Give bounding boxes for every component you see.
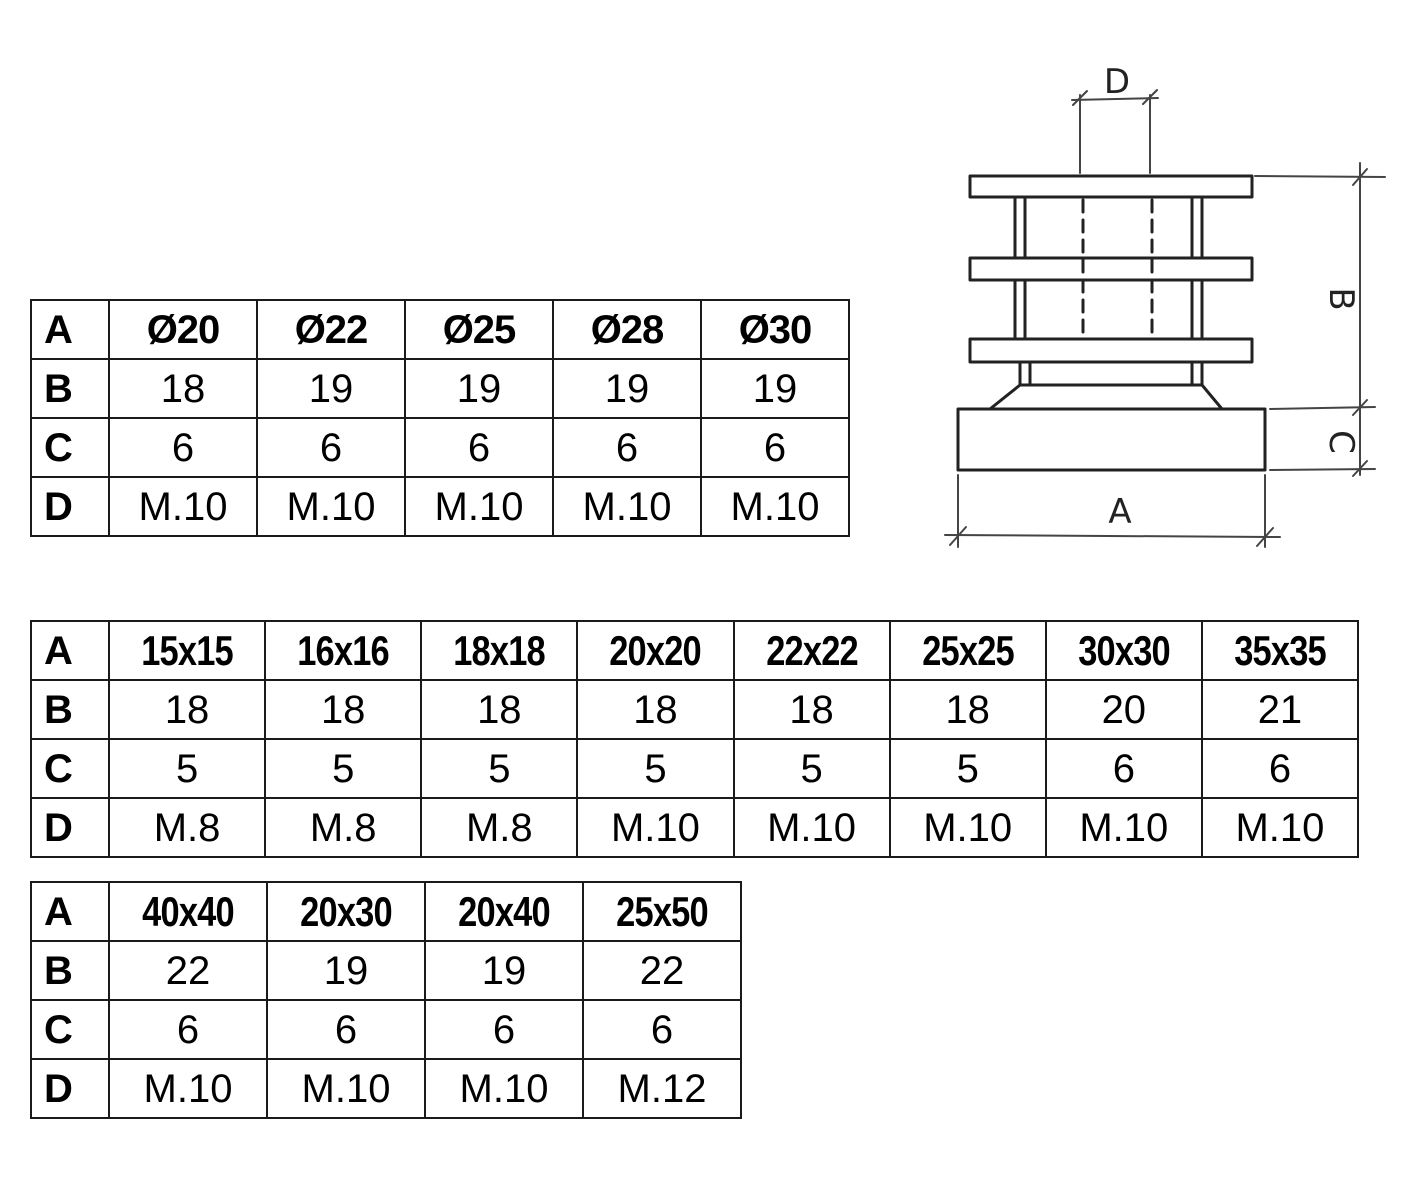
row-label: D [31, 798, 109, 857]
cell-c: 6 [553, 418, 701, 477]
cell-a: 22x22 [748, 621, 876, 680]
row-b [31, 941, 741, 1000]
row-d [31, 477, 849, 536]
cell-a: 25x50 [597, 882, 727, 941]
cell-a: 25x25 [904, 621, 1032, 680]
cell-a: 20x40 [439, 882, 569, 941]
cell-c: 6 [1202, 739, 1358, 798]
row-label: B [31, 359, 109, 418]
row-label: C [31, 418, 109, 477]
cell-a: 40x40 [123, 882, 253, 941]
cell-a: Ø20 [109, 300, 257, 359]
cell-c: 6 [257, 418, 405, 477]
cell-d: M.10 [267, 1059, 425, 1118]
dim-label-b: B [1321, 287, 1361, 311]
cell-b: 18 [109, 359, 257, 418]
cell-d: M.10 [1202, 798, 1358, 857]
cell-b: 19 [553, 359, 701, 418]
cell-b: 19 [257, 359, 405, 418]
fin-middle [970, 258, 1252, 280]
row-label: B [31, 941, 109, 1000]
cell-c: 6 [425, 1000, 583, 1059]
cell-b: 19 [701, 359, 849, 418]
cell-b: 19 [267, 941, 425, 1000]
cell-a: 18x18 [435, 621, 563, 680]
cell-a: 20x30 [281, 882, 411, 941]
dim-label-d: D [1103, 62, 1131, 102]
fin-top [970, 176, 1252, 197]
cell-b: 18 [421, 680, 577, 739]
row-label: C [31, 739, 109, 798]
fin-bottom [970, 339, 1252, 362]
cell-d: M.10 [1046, 798, 1202, 857]
cell-b: 20 [1046, 680, 1202, 739]
spec-table-square-large [30, 881, 742, 1119]
cell-c: 6 [109, 1000, 267, 1059]
cell-d: M.10 [405, 477, 553, 536]
row-label: D [31, 1059, 109, 1118]
cell-d: M.10 [257, 477, 405, 536]
cell-c: 5 [109, 739, 265, 798]
cell-c: 5 [577, 739, 733, 798]
row-c [31, 1000, 741, 1059]
row-label: A [31, 882, 109, 941]
spec-table-round [30, 299, 850, 537]
base-cap [958, 409, 1265, 470]
cell-c: 6 [583, 1000, 741, 1059]
cell-d: M.10 [109, 1059, 267, 1118]
cell-b: 22 [583, 941, 741, 1000]
cell-c: 6 [109, 418, 257, 477]
cell-d: M.10 [553, 477, 701, 536]
cell-b: 22 [109, 941, 267, 1000]
cell-d: M.10 [734, 798, 890, 857]
row-a [31, 882, 741, 941]
cell-b: 19 [425, 941, 583, 1000]
cell-a: 15x15 [123, 621, 251, 680]
row-label: A [31, 300, 109, 359]
cell-b: 21 [1202, 680, 1358, 739]
cell-a: 20x20 [591, 621, 719, 680]
cell-b: 18 [577, 680, 733, 739]
row-label: C [31, 1000, 109, 1059]
cell-d: M.8 [265, 798, 421, 857]
row-a [31, 621, 1358, 680]
row-a [31, 300, 849, 359]
row-b [31, 680, 1358, 739]
cell-a: 16x16 [279, 621, 407, 680]
cell-c: 6 [1046, 739, 1202, 798]
cell-d: M.8 [421, 798, 577, 857]
cell-a: 30x30 [1060, 621, 1188, 680]
cell-d: M.10 [109, 477, 257, 536]
cell-d: M.10 [890, 798, 1046, 857]
cell-c: 5 [734, 739, 890, 798]
cell-c: 5 [890, 739, 1046, 798]
row-d [31, 1059, 741, 1118]
row-c [31, 418, 849, 477]
cell-a: Ø25 [405, 300, 553, 359]
cell-c: 6 [701, 418, 849, 477]
row-c [31, 739, 1358, 798]
cell-a: Ø22 [257, 300, 405, 359]
cell-c: 5 [265, 739, 421, 798]
cell-d: M.10 [425, 1059, 583, 1118]
cell-a: Ø30 [701, 300, 849, 359]
cell-b: 18 [265, 680, 421, 739]
cell-d: M.12 [583, 1059, 741, 1118]
cell-b: 19 [405, 359, 553, 418]
cell-b: 18 [734, 680, 890, 739]
cell-d: M.10 [701, 477, 849, 536]
cell-c: 6 [267, 1000, 425, 1059]
cell-b: 18 [890, 680, 1046, 739]
cell-d: M.10 [577, 798, 733, 857]
row-label: B [31, 680, 109, 739]
row-d [31, 798, 1358, 857]
technical-drawing [930, 55, 1400, 555]
row-label: D [31, 477, 109, 536]
cell-d: M.8 [109, 798, 265, 857]
cell-a: Ø28 [553, 300, 701, 359]
cell-a: 35x35 [1216, 621, 1344, 680]
spec-table-square-small [30, 620, 1359, 858]
cell-c: 6 [405, 418, 553, 477]
dim-label-c: C [1321, 430, 1361, 454]
cell-b: 18 [109, 680, 265, 739]
dim-label-a: A [1108, 492, 1132, 532]
row-b [31, 359, 849, 418]
cell-c: 5 [421, 739, 577, 798]
row-label: A [31, 621, 109, 680]
